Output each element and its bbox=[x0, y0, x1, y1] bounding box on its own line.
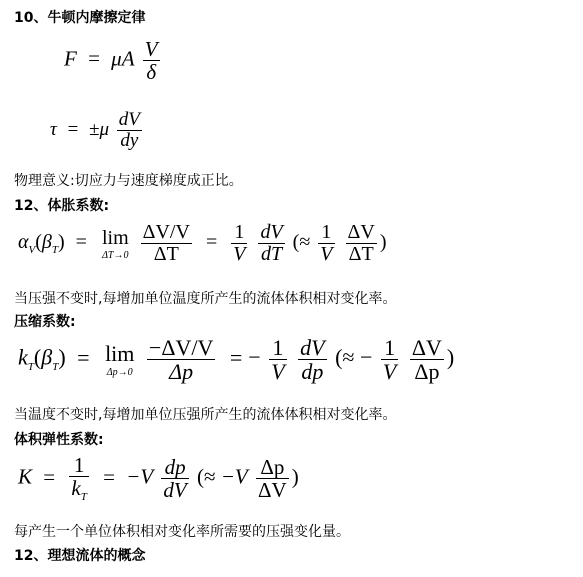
fraction bbox=[318, 222, 334, 265]
paren-open: ( bbox=[33, 344, 42, 370]
equals-sign: = bbox=[103, 464, 115, 489]
equals-sign: = bbox=[43, 464, 56, 489]
numerator: dV bbox=[260, 221, 283, 243]
k-symbol: k bbox=[18, 344, 28, 370]
equals-sign: = bbox=[77, 344, 90, 370]
denominator: Δp bbox=[414, 359, 440, 385]
beta-subscript: T bbox=[51, 244, 58, 257]
denominator: ΔT bbox=[153, 243, 179, 265]
denominator: V bbox=[271, 359, 285, 385]
equals-sign: = bbox=[75, 231, 87, 254]
limit-subscript: ΔT→0 bbox=[102, 249, 129, 261]
equals-sign: = bbox=[205, 231, 218, 254]
fraction bbox=[117, 110, 142, 151]
formula-coefficient: ±μ bbox=[89, 118, 109, 140]
denominator: V bbox=[320, 243, 333, 265]
equals-sign: = bbox=[67, 118, 79, 140]
fraction bbox=[161, 456, 188, 501]
minus-sign: − bbox=[248, 344, 261, 370]
numerator: ΔV bbox=[411, 335, 442, 360]
approx-close: ) bbox=[446, 344, 455, 370]
formula-expansion-coefficient bbox=[18, 222, 387, 265]
denominator: dp bbox=[301, 359, 324, 385]
paren-open: ( bbox=[35, 231, 42, 254]
equals-sign: = bbox=[88, 46, 100, 71]
approx-close: ) bbox=[379, 231, 387, 254]
approx-open: (≈ − bbox=[335, 344, 373, 370]
approx-open: (≈ bbox=[196, 464, 216, 489]
alpha-symbol: α bbox=[18, 231, 29, 254]
denominator: dy bbox=[120, 129, 139, 151]
formula-lhs: τ bbox=[50, 118, 57, 140]
denominator: dV bbox=[163, 478, 187, 503]
newton-physical-meaning: 物理意义:切应力与速度梯度成正比。 bbox=[14, 173, 243, 189]
numerator: dV bbox=[118, 109, 140, 130]
heading-expansion-coefficient: 12、体胀系数: bbox=[14, 198, 110, 214]
numerator: ΔV/V bbox=[142, 221, 190, 243]
heading-compressibility: 压缩系数: bbox=[14, 314, 76, 330]
numerator: V bbox=[144, 37, 158, 61]
fraction bbox=[410, 336, 444, 383]
formula-coefficient: μA bbox=[111, 46, 135, 71]
denominator: Δp bbox=[169, 359, 194, 385]
numerator: 1 bbox=[272, 335, 284, 360]
fraction bbox=[298, 336, 326, 383]
denominator bbox=[69, 477, 88, 504]
formula-coefficient: −V bbox=[220, 464, 248, 489]
numerator: dV bbox=[300, 335, 325, 360]
formula-lhs: F bbox=[64, 46, 77, 71]
paren-close: ) bbox=[58, 344, 66, 370]
numerator: 1 bbox=[73, 453, 85, 477]
denominator: ΔV bbox=[258, 478, 287, 503]
k-subscript: T bbox=[27, 361, 34, 374]
numerator: dp bbox=[164, 455, 186, 480]
numerator: 1 bbox=[321, 221, 332, 243]
denominator: δ bbox=[146, 60, 157, 85]
limit-subscript: Δp→0 bbox=[106, 367, 133, 379]
fraction bbox=[69, 454, 88, 504]
limit-label: lim bbox=[101, 226, 129, 249]
paren-close: ) bbox=[58, 231, 65, 254]
heading-newton-law: 10、牛顿内摩擦定律 bbox=[14, 10, 146, 26]
formula-coefficient: −V bbox=[126, 464, 154, 489]
formula-compressibility bbox=[18, 336, 454, 383]
denominator: V bbox=[382, 359, 397, 385]
limit-operator bbox=[105, 341, 134, 378]
beta-symbol: β bbox=[41, 344, 53, 370]
limit-operator bbox=[102, 227, 129, 261]
denominator-subscript: T bbox=[80, 491, 87, 504]
fraction bbox=[141, 222, 192, 265]
fraction bbox=[256, 456, 289, 501]
fraction bbox=[147, 336, 215, 383]
compressibility-description: 当温度不变时,每增加单位压强所产生的流体体积相对变化率。 bbox=[14, 407, 397, 423]
numerator: −ΔV/V bbox=[148, 335, 214, 360]
bulk-modulus-description: 每产生一个单位体积相对变化率所需要的压强变化量。 bbox=[14, 524, 350, 540]
fraction bbox=[381, 336, 398, 383]
numerator: ΔV bbox=[347, 221, 375, 243]
formula-bulk-modulus bbox=[18, 454, 299, 504]
beta-subscript: T bbox=[52, 361, 59, 374]
approx-close: ) bbox=[291, 464, 299, 489]
numerator: Δp bbox=[260, 455, 285, 480]
numerator: 1 bbox=[384, 335, 396, 360]
denominator: V bbox=[233, 243, 246, 265]
fraction bbox=[143, 38, 160, 83]
limit-label: lim bbox=[105, 341, 135, 367]
numerator: 1 bbox=[234, 221, 245, 243]
fraction bbox=[346, 222, 377, 265]
formula-shear-stress bbox=[50, 110, 145, 151]
heading-ideal-fluid: 12、理想流体的概念 bbox=[14, 548, 146, 564]
denominator: ΔT bbox=[348, 243, 374, 265]
fraction bbox=[258, 222, 284, 265]
expansion-description: 当压强不变时,每增加单位温度所产生的流体体积相对变化率。 bbox=[14, 291, 397, 307]
heading-bulk-modulus: 体积弹性系数: bbox=[14, 432, 104, 448]
equals-sign: = bbox=[229, 344, 243, 370]
formula-newton-force bbox=[64, 38, 163, 83]
formula-lhs: K bbox=[18, 464, 33, 489]
fraction bbox=[269, 336, 286, 383]
alpha-subscript: V bbox=[28, 244, 36, 257]
beta-symbol: β bbox=[41, 231, 52, 254]
approx-open: (≈ bbox=[292, 231, 311, 254]
denominator: dT bbox=[260, 243, 283, 265]
fraction bbox=[231, 222, 247, 265]
denominator-symbol: k bbox=[71, 476, 81, 501]
